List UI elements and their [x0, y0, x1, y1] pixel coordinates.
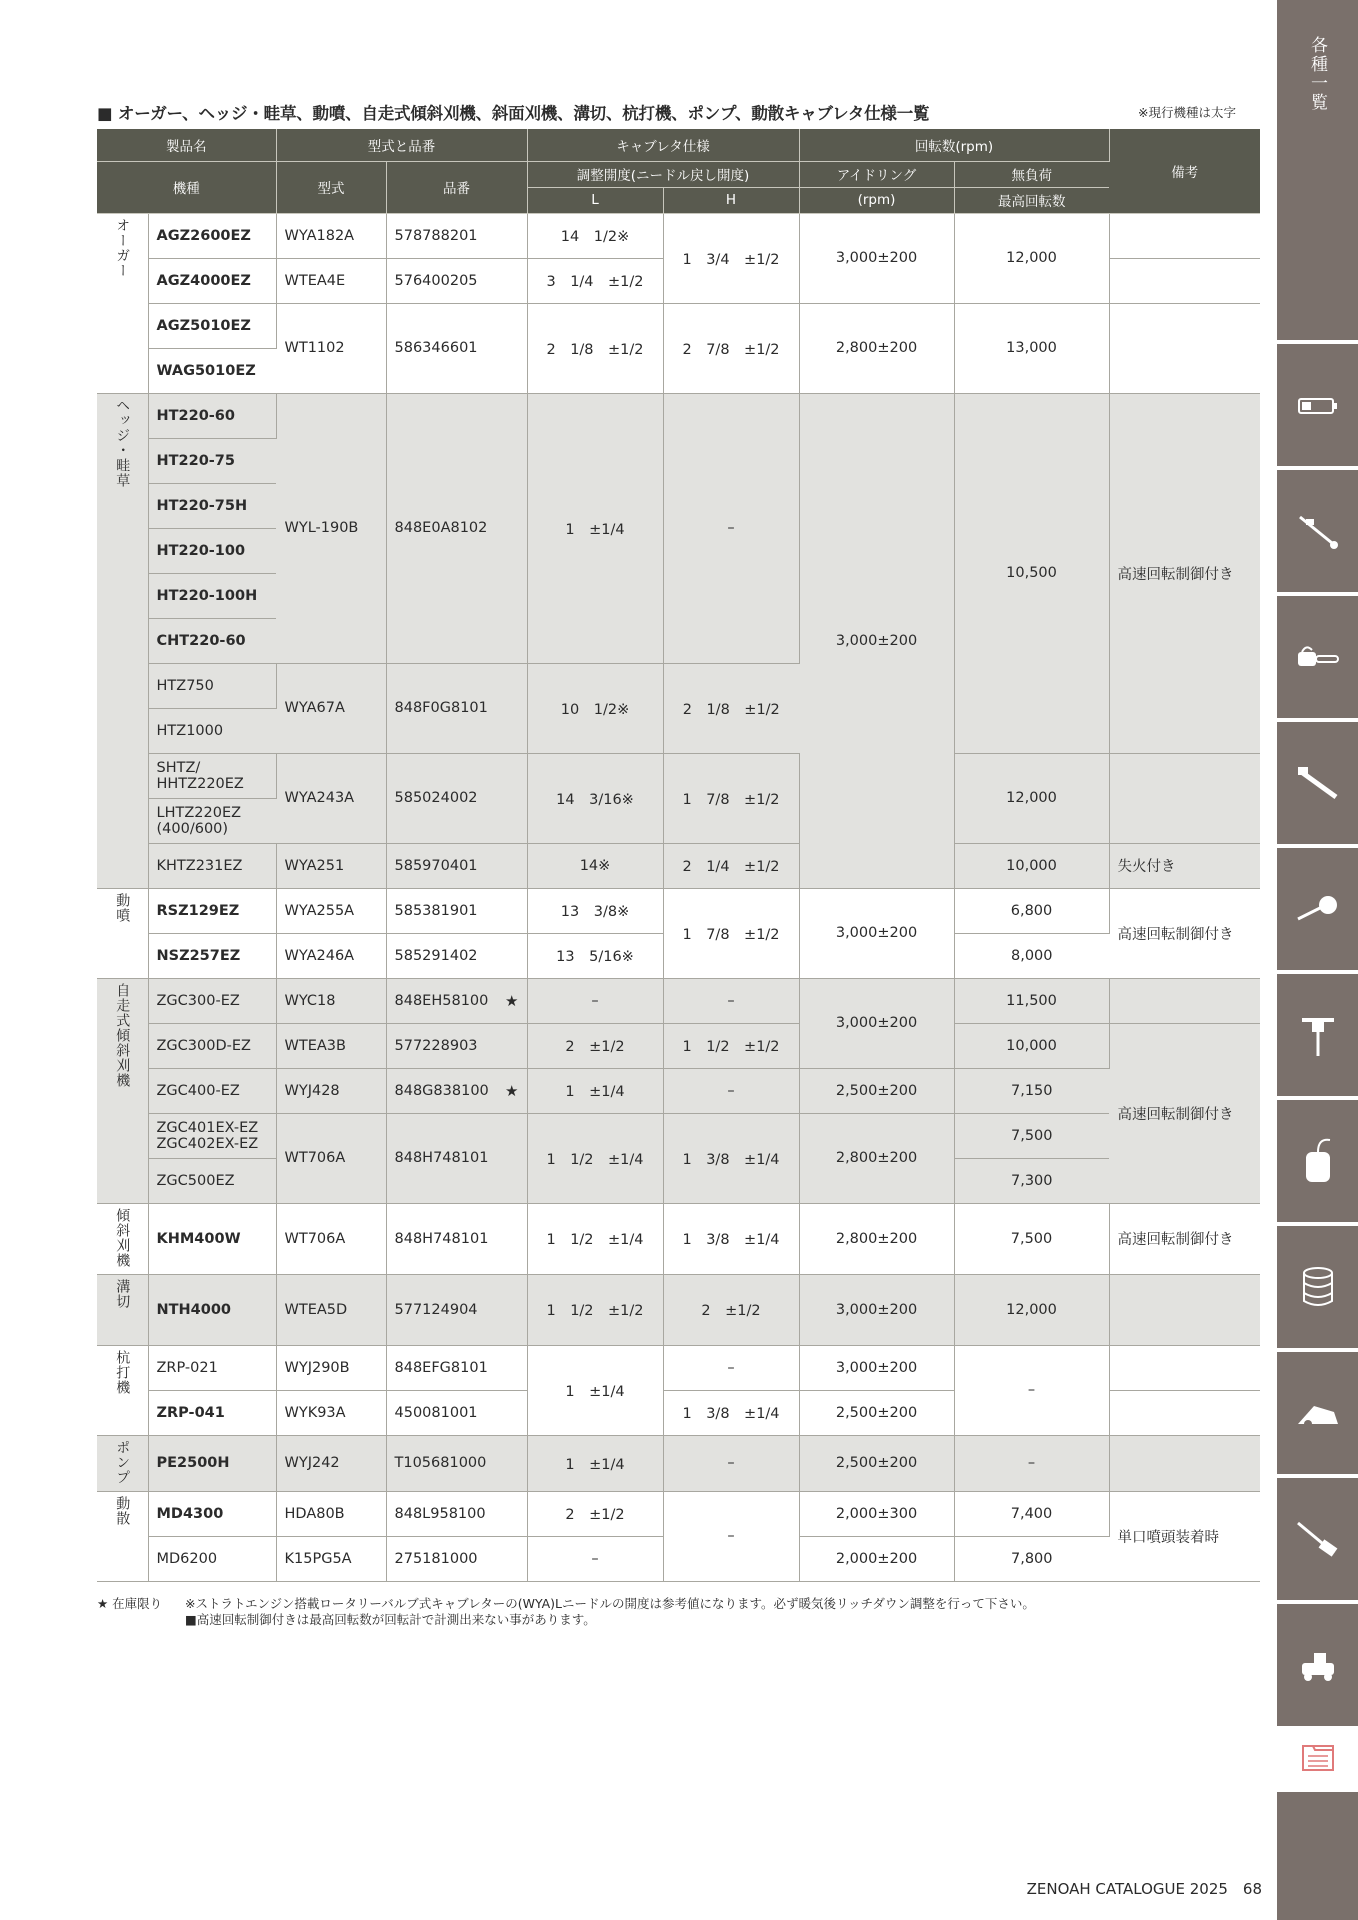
adjust-H: 1 7/8 ±1/2 [663, 888, 799, 978]
model-name: NTH4000 [148, 1274, 276, 1345]
sprayer-icon [1298, 1134, 1338, 1188]
header-idling-unit: (rpm) [799, 187, 954, 213]
remarks: 高速回転制御付き [1109, 1023, 1260, 1203]
model-type: WTEA5D [276, 1274, 386, 1345]
table-row [97, 978, 1260, 1023]
idling-rpm: 2,500±200 [799, 1068, 954, 1113]
header-type: 型式 [276, 161, 386, 213]
adjust-L: 1 ±1/4 [527, 1068, 663, 1113]
model-type: WT706A [276, 1203, 386, 1274]
max-rpm: 10,000 [954, 843, 1109, 888]
model-name: HT220-75H [148, 483, 276, 528]
category-sprayer: 動噴 [97, 888, 148, 978]
part-number: 578788201 [386, 213, 527, 258]
model-type: WYJ290B [276, 1345, 386, 1390]
part-number: 848F0G8101 [386, 663, 527, 753]
category-duster: 動散 [97, 1491, 148, 1581]
table-row [97, 303, 1260, 348]
idling-rpm: 2,000±200 [799, 1536, 954, 1581]
max-rpm: 7,500 [954, 1113, 1109, 1158]
mower-icon [1294, 1396, 1342, 1430]
header-idling: アイドリング [799, 161, 954, 187]
adjust-H: 1 3/8 ±1/4 [663, 1203, 799, 1274]
idling-rpm: 2,000±300 [799, 1491, 954, 1536]
max-rpm: 11,500 [954, 978, 1109, 1023]
table-row [97, 1068, 1260, 1113]
category-auger: オーガー [97, 213, 148, 393]
carburetor-spec-table [97, 129, 1260, 1582]
max-rpm: 12,000 [954, 1274, 1109, 1345]
fuel-can-icon [1298, 1263, 1338, 1311]
max-rpm: 12,000 [954, 753, 1109, 843]
star-icon: ★ [505, 1081, 519, 1100]
model-type: WYA246A [276, 933, 386, 978]
sidebar-tab-sprayer[interactable] [1277, 1100, 1358, 1222]
remarks: 高速回転制御付き [1109, 1203, 1260, 1274]
table-row [97, 1203, 1260, 1274]
adjust-H: 2 1/4 ±1/2 [663, 843, 799, 888]
slope-mower-icon [1294, 1517, 1342, 1561]
header-part-no: 品番 [386, 161, 527, 213]
model-name: AGZ2600EZ [148, 213, 276, 258]
remarks [1109, 258, 1260, 303]
model-name: KHM400W [148, 1203, 276, 1274]
sidebar-tab-blower[interactable] [1277, 848, 1358, 970]
part-number: 848EFG8101 [386, 1345, 527, 1390]
adjust-L: 14 3/16※ [527, 753, 663, 843]
remarks [1109, 213, 1260, 258]
part-number: 848H748101 [386, 1113, 527, 1203]
table-row [97, 213, 1260, 258]
header-remarks: 備考 [1109, 129, 1260, 213]
adjust-L: 13 5/16※ [527, 933, 663, 978]
sidebar-tab-trimmer[interactable] [1277, 470, 1358, 592]
model-type: WYC18 [276, 978, 386, 1023]
table-row [97, 1023, 1260, 1068]
model-name: HTZ1000 [148, 708, 276, 753]
max-rpm: 8,000 [954, 933, 1109, 978]
model-name: NSZ257EZ [148, 933, 276, 978]
part-number: 577124904 [386, 1274, 527, 1345]
header-no-load: 無負荷 [954, 161, 1109, 187]
model-type: WT706A [276, 1113, 386, 1203]
part-number: 576400205 [386, 258, 527, 303]
grass-trimmer-icon [1294, 511, 1342, 551]
model-name: HT220-60 [148, 393, 276, 438]
model-name: KHTZ231EZ [148, 843, 276, 888]
model-type: K15PG5A [276, 1536, 386, 1581]
adjust-H: – [663, 393, 799, 663]
footnote-line1: ※ストラトエンジン搭載ロータリーバルブ式キャブレターの(WYA)Lニードルの開度は参考値になります。必ず暖気後リッチダウン調整を行って下さい。 [185, 1596, 1035, 1611]
table-row [97, 1491, 1260, 1536]
max-rpm: – [954, 1345, 1109, 1435]
category-slope-mower: 傾斜刈機 [97, 1203, 148, 1274]
part-number: 848EH58100 ★ [386, 978, 527, 1023]
sidebar-tab-auger[interactable] [1277, 974, 1358, 1096]
max-rpm: 10,000 [954, 1023, 1109, 1068]
header-model-name: 機種 [97, 161, 276, 213]
adjust-L: – [527, 1536, 663, 1581]
part-number: 585024002 [386, 753, 527, 843]
max-rpm: 6,800 [954, 888, 1109, 933]
model-name: PE2500H [148, 1435, 276, 1491]
part-number: 848G838100 ★ [386, 1068, 527, 1113]
adjust-L: 14※ [527, 843, 663, 888]
model-name: AGZ4000EZ [148, 258, 276, 303]
remarks [1109, 753, 1260, 843]
part-number: 585381901 [386, 888, 527, 933]
category-pump: ポンプ [97, 1435, 148, 1491]
model-name: ZGC500EZ [148, 1158, 276, 1203]
footnote-line2: ■高速回転制御付きは最高回転数が回転計で計測出来ない事があります。 [185, 1612, 596, 1627]
model-name: SHTZ/ HHTZ220EZ [148, 753, 276, 798]
adjust-H: 1 3/8 ±1/4 [663, 1390, 799, 1435]
bold-note: ※現行機種は太字 [1138, 105, 1236, 120]
part-number: 586346601 [386, 303, 527, 393]
model-name: MD4300 [148, 1491, 276, 1536]
model-name: ZRP-041 [148, 1390, 276, 1435]
model-name: HT220-100H [148, 573, 276, 618]
model-type: WYJ242 [276, 1435, 386, 1491]
adjust-L: 2 ±1/2 [527, 1491, 663, 1536]
model-type: WYA255A [276, 888, 386, 933]
adjust-L: 1 1/2 ±1/2 [527, 1274, 663, 1345]
idling-rpm: 3,000±200 [799, 393, 954, 888]
adjust-L: 1 1/2 ±1/4 [527, 1113, 663, 1203]
model-type: WYK93A [276, 1390, 386, 1435]
remarks: 失火付き [1109, 843, 1260, 888]
part-number: 848L958100 [386, 1491, 527, 1536]
adjust-H: – [663, 1435, 799, 1491]
adjust-L: 1 ±1/4 [527, 1345, 663, 1435]
model-type: WYA67A [276, 663, 386, 753]
battery-icon [1296, 390, 1340, 420]
sidebar-index [1277, 0, 1358, 1920]
idling-rpm: 3,000±200 [799, 1274, 954, 1345]
category-pile-driver: 杭打機 [97, 1345, 148, 1435]
part-number: 848H748101 [386, 1203, 527, 1274]
max-rpm: 7,400 [954, 1491, 1109, 1536]
sidebar-tab-chainsaw[interactable] [1277, 596, 1358, 718]
sidebar-tab-list[interactable] [1277, 0, 1358, 340]
sidebar-tab-hedge[interactable] [1277, 722, 1358, 844]
adjust-H: 1 3/4 ±1/2 [663, 213, 799, 303]
max-rpm: 7,800 [954, 1536, 1109, 1581]
sidebar-label: 各種一覧 [1307, 36, 1327, 112]
remarks: 高速回転制御付き [1109, 888, 1260, 978]
page-footer: ZENOAH CATALOGUE 2025 68 [1026, 1880, 1262, 1898]
idling-rpm: 2,800±200 [799, 1113, 954, 1203]
remarks [1109, 303, 1260, 393]
header-max-rpm: 最高回転数 [954, 187, 1109, 213]
model-type: WYA243A [276, 753, 386, 843]
part-number: 450081001 [386, 1390, 527, 1435]
remarks [1109, 1274, 1260, 1345]
category-hedge: ヘッジ・畦草 [97, 393, 148, 888]
earth-auger-icon [1298, 1010, 1338, 1060]
idling-rpm: 3,000±200 [799, 213, 954, 303]
model-type: WYJ428 [276, 1068, 386, 1113]
idling-rpm: 2,500±200 [799, 1390, 954, 1435]
part-number: 585291402 [386, 933, 527, 978]
header-adjust: 調整開度(ニードル戻し開度) [527, 161, 799, 187]
max-rpm: 12,000 [954, 213, 1109, 303]
max-rpm: 10,500 [954, 393, 1109, 753]
model-type: WTEA3B [276, 1023, 386, 1068]
model-name: WAG5010EZ [148, 348, 276, 393]
adjust-L: 3 1/4 ±1/2 [527, 258, 663, 303]
model-name: CHT220-60 [148, 618, 276, 663]
adjust-L: 1 1/2 ±1/4 [527, 1203, 663, 1274]
sidebar-tab-document[interactable] [1277, 1730, 1358, 1786]
adjust-L: 13 3/8※ [527, 888, 663, 933]
chainsaw-icon [1294, 640, 1342, 674]
model-name: ZGC400-EZ [148, 1068, 276, 1113]
model-name: ZGC300-EZ [148, 978, 276, 1023]
machine-icon [1294, 1645, 1342, 1685]
sidebar-tab-battery[interactable] [1277, 344, 1358, 466]
sidebar-tab-fuel[interactable] [1277, 1226, 1358, 1348]
header-carb-spec: キャブレタ仕様 [527, 129, 799, 161]
adjust-L: 2 1/8 ±1/2 [527, 303, 663, 393]
table-row [97, 1435, 1260, 1491]
model-type: WYA182A [276, 213, 386, 258]
model-name: HT220-100 [148, 528, 276, 573]
adjust-L: 1 ±1/4 [527, 393, 663, 663]
adjust-L: 1 ±1/4 [527, 1435, 663, 1491]
idling-rpm: 3,000±200 [799, 978, 954, 1068]
max-rpm: 7,500 [954, 1203, 1109, 1274]
footnote-stock: ★ 在庫限り [97, 1596, 163, 1611]
adjust-L: 2 ±1/2 [527, 1023, 663, 1068]
model-name: HTZ750 [148, 663, 276, 708]
idling-rpm: 3,000±200 [799, 1345, 954, 1390]
adjust-H: 1 1/2 ±1/2 [663, 1023, 799, 1068]
adjust-L: – [527, 978, 663, 1023]
adjust-H: 2 ±1/2 [663, 1274, 799, 1345]
model-type: WYA251 [276, 843, 386, 888]
part-number: 577228903 [386, 1023, 527, 1068]
blower-icon [1294, 889, 1342, 929]
table-row [97, 1113, 1260, 1158]
adjust-H: 2 1/8 ±1/2 [663, 663, 799, 753]
remarks [1109, 1435, 1260, 1491]
table-row [97, 1345, 1260, 1390]
adjust-L: 14 1/2※ [527, 213, 663, 258]
table-row [97, 888, 1260, 933]
remarks: 高速回転制御付き [1109, 393, 1260, 753]
idling-rpm: 2,500±200 [799, 1435, 954, 1491]
idling-rpm: 3,000±200 [799, 888, 954, 978]
model-name: ZGC401EX-EZ ZGC402EX-EZ [148, 1113, 276, 1158]
header-H: H [663, 187, 799, 213]
adjust-L: 10 1/2※ [527, 663, 663, 753]
star-icon: ★ [505, 991, 519, 1010]
sidebar-tab-mower[interactable] [1277, 1352, 1358, 1474]
table-row [97, 753, 1260, 798]
header-product: 製品名 [97, 129, 276, 161]
adjust-H: – [663, 1491, 799, 1581]
adjust-H: – [663, 1345, 799, 1390]
max-rpm: 7,150 [954, 1068, 1109, 1113]
idling-rpm: 2,800±200 [799, 1203, 954, 1274]
header-rpm: 回転数(rpm) [799, 129, 1109, 161]
model-name: ZGC300D-EZ [148, 1023, 276, 1068]
part-number: 848E0A8102 [386, 393, 527, 663]
table-row [97, 843, 1260, 888]
adjust-H: – [663, 978, 799, 1023]
remarks [1109, 1345, 1260, 1390]
max-rpm: – [954, 1435, 1109, 1491]
model-name: LHTZ220EZ (400/600) [148, 798, 276, 843]
max-rpm: 13,000 [954, 303, 1109, 393]
category-ditcher: 溝切 [97, 1274, 148, 1345]
model-name: RSZ129EZ [148, 888, 276, 933]
model-name: ZRP-021 [148, 1345, 276, 1390]
adjust-H: 2 7/8 ±1/2 [663, 303, 799, 393]
max-rpm: 7,300 [954, 1158, 1109, 1203]
remarks [1109, 1390, 1260, 1435]
model-name: AGZ5010EZ [148, 303, 276, 348]
header-model-part: 型式と品番 [276, 129, 527, 161]
sidebar-tab-machine[interactable] [1277, 1604, 1358, 1726]
part-number: T105681000 [386, 1435, 527, 1491]
model-type: WTEA4E [276, 258, 386, 303]
model-type: WYL-190B [276, 393, 386, 663]
model-type: HDA80B [276, 1491, 386, 1536]
adjust-H: 1 7/8 ±1/2 [663, 753, 799, 843]
part-number: 585970401 [386, 843, 527, 888]
document-icon [1300, 1742, 1336, 1774]
model-name: MD6200 [148, 1536, 276, 1581]
remarks: 単口噴頭装着時 [1109, 1491, 1260, 1581]
adjust-H: 1 3/8 ±1/4 [663, 1113, 799, 1203]
page-title: ■ オーガー、ヘッジ・畦草、動噴、自走式傾斜刈機、斜面刈機、溝切、杭打機、ポンプ、動散キャブレタ仕様一覧 [97, 104, 930, 123]
sidebar-tab-slope-mower[interactable] [1277, 1478, 1358, 1600]
category-self-propelled: 自走式傾斜刈機 [97, 978, 148, 1203]
header-L: L [527, 187, 663, 213]
sidebar-tab-bottom [1277, 1792, 1358, 1920]
table-row [97, 1274, 1260, 1345]
hedge-trimmer-icon [1294, 763, 1342, 803]
idling-rpm: 2,800±200 [799, 303, 954, 393]
model-name: HT220-75 [148, 438, 276, 483]
model-type: WT1102 [276, 303, 386, 393]
table-row [97, 393, 1260, 438]
adjust-H: – [663, 1068, 799, 1113]
part-number: 275181000 [386, 1536, 527, 1581]
remarks [1109, 978, 1260, 1023]
